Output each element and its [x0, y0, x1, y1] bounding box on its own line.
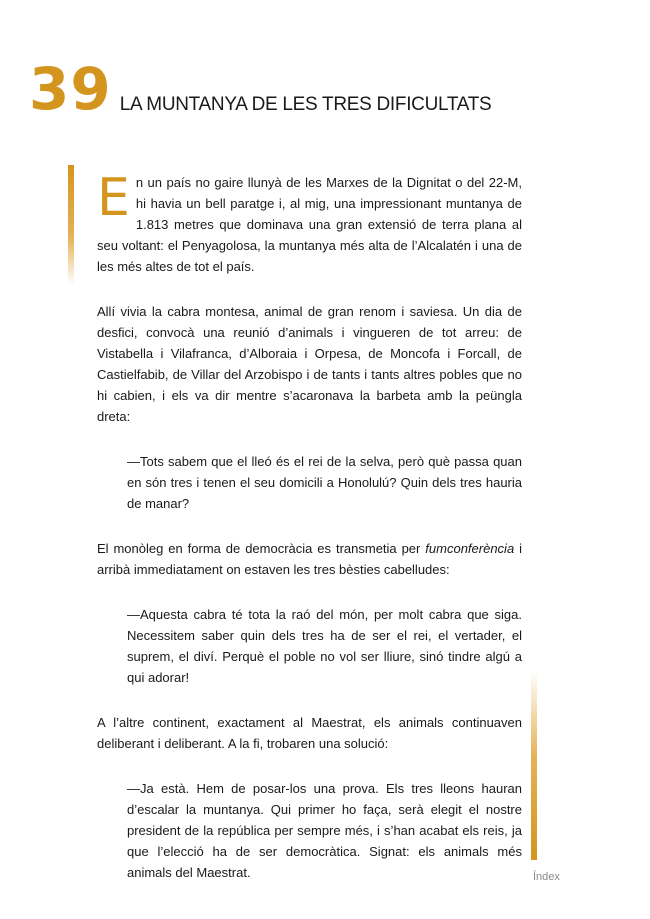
decorative-bar-top [68, 165, 74, 285]
index-link[interactable]: Índex [533, 871, 560, 883]
dialogue-maestrat: —Ja està. Hem de posar-los una prova. Els tres lleons hauran d’escalar la muntanya. Qui primer ho faça, serà elegit el nostre president de la república per sempre més, i s’han acabat els reis, ja que l’elecció ha de ser democràtica. Signat: els animals més animals del Maestrat. [127, 781, 522, 880]
story-body [97, 168, 522, 907]
paragraph-monoleg [97, 538, 522, 580]
chapter-title: LA MUNTANYA DE LES TRES DIFICULTATS [119, 94, 492, 115]
dialogue-cabra: —Tots sabem que el lleó és el rei de la selva, però què passa quan en són tres i tenen el seu domicili a Honolulú? Quin dels tres hauria de manar? [127, 454, 522, 511]
paragraph-intro [97, 168, 522, 277]
paragraph-intro-text: n un país no gaire llunyà de les Marxes de la Dignitat o del 22-M, hi havia un bell paratge i, al mig, una impressionant muntanya de 1.813 metres que dominava una gran extensió de terra plana al seu voltant: el Penyagolosa, la muntanya més alta de l’Alcalatén i una de les més altes de tot el país. [97, 175, 522, 274]
chapter-header [29, 55, 492, 123]
paragraph-monoleg-before: El monòleg en forma de democràcia es transmetia per [97, 541, 426, 556]
paragraph-maestrat: A l’altre continent, exactament al Maestrat, els animals continuaven deliberant i deliberant. A la fi, trobaren una solució: [97, 715, 522, 751]
paragraph-monoleg-after: i arribà immediatament on estaven les tres bèsties cabelludes: [97, 541, 522, 577]
paragraph-monoleg-italic: fumconferència [425, 541, 515, 556]
dialogue-lleons: —Aquesta cabra té tota la raó del món, per molt cabra que siga. Necessitem saber quin dels tres ha de ser el rei, el vertader, el suprem, el diví. Perquè el poble no vol ser lliure, sinó tindre algú a qui adorar! [127, 607, 522, 685]
paragraph-cabra: Allí vivia la cabra montesa, animal de gran renom i saviesa. Un dia de desfici, convocà una reunió d’animals i vingueren de tot arreu: de Vistabella i Vilafranca, d’Alboraia i Orpesa, de Moncofa i Forcall, de Castielfabib, de Villar del Arzobispo i de tants i tants altres pobles que no hi cabien, i els va dir mentre s’acaronava la barbeta amb la peüngla dreta: [97, 304, 522, 424]
drop-cap: E [97, 168, 130, 228]
chapter-number: 39 [29, 55, 112, 123]
decorative-bar-bottom [531, 672, 537, 860]
